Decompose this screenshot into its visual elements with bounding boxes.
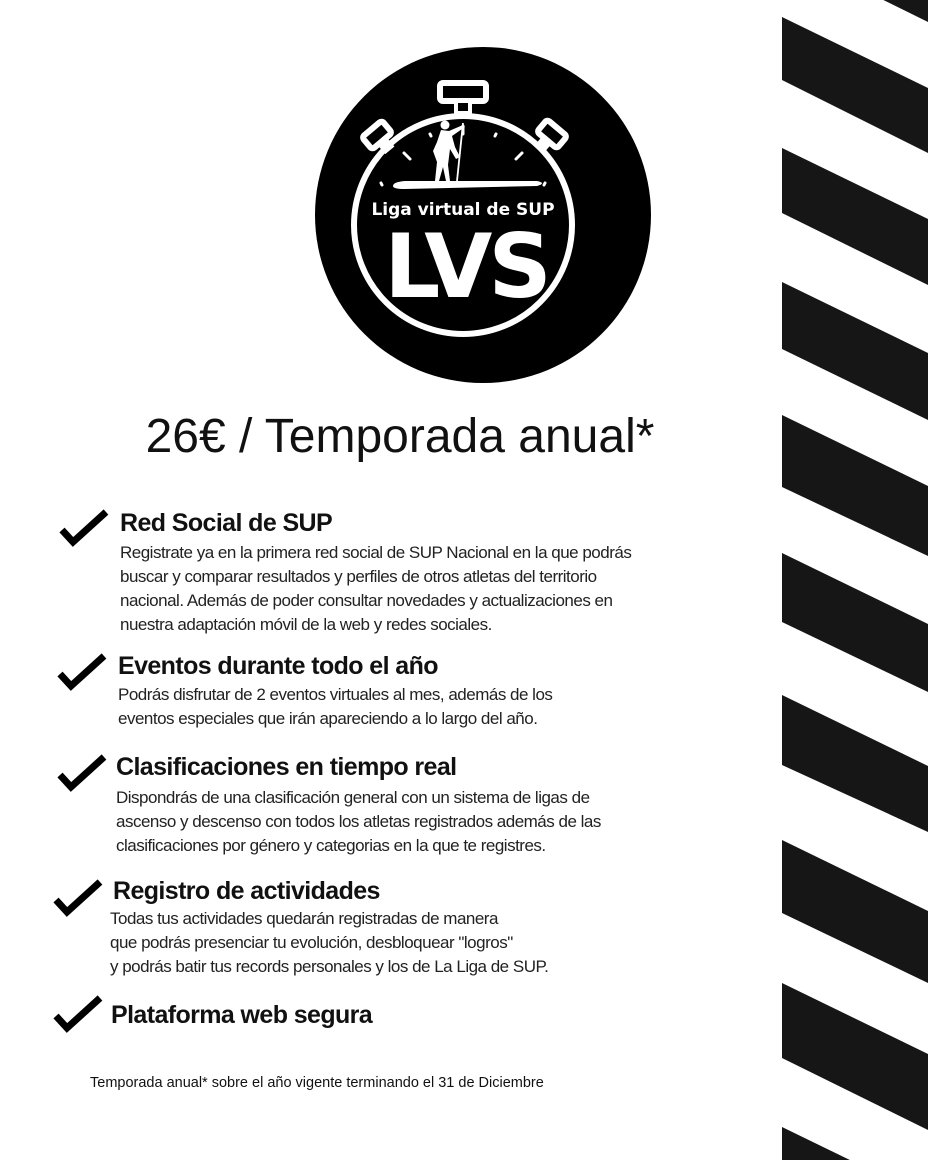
feature-description [118, 683, 552, 731]
feature-description [110, 907, 548, 979]
description-line: Registrate ya en la primera red social de SUP Nacional en la que podrás [120, 543, 632, 562]
feature-title: Registro de actividades [113, 877, 380, 905]
checkmark-icon [58, 508, 110, 548]
description-line: Dispondrás de una clasificación general con un sistema de ligas de [116, 788, 590, 807]
checkmark-icon [52, 878, 104, 918]
description-line: ascenso y descenso con todos los atletas registrados además de las [116, 812, 601, 831]
feature-title: Red Social de SUP [120, 509, 333, 537]
feature-title: Clasificaciones en tiempo real [116, 753, 457, 781]
footnote: Temporada anual* sobre el año vigente terminando el 31 de Diciembre [90, 1075, 544, 1091]
checkmark-icon [56, 652, 108, 692]
stopwatch-paddleboarder-icon [315, 47, 651, 383]
description-line: Todas tus actividades quedarán registradas de manera [110, 909, 498, 928]
description-line: nuestra adaptación móvil de la web y redes sociales. [120, 615, 492, 634]
checkmark-icon [56, 753, 108, 793]
lvs-logo [315, 47, 651, 383]
feature-description [120, 541, 631, 637]
description-line: y podrás batir tus records personales y los de La Liga de SUP. [110, 957, 549, 976]
feature-title: Eventos durante todo el año [118, 652, 438, 680]
feature-description [116, 786, 601, 858]
logo-subtitle: Liga virtual de SUP [371, 200, 555, 220]
price-heading: 26€ / Temporada anual* [145, 410, 655, 463]
description-line: buscar y comparar resultados y perfiles de otros atletas del territorio [120, 567, 597, 586]
description-line: eventos especiales que irán apareciendo a lo largo del año. [118, 709, 538, 728]
description-line: Podrás disfrutar de 2 eventos virtuales al mes, además de los [118, 685, 553, 704]
description-line: clasificaciones por género y categorias en la que te registres. [116, 836, 546, 855]
description-line: que podrás presenciar tu evolución, desbloquear "logros" [110, 933, 513, 952]
checkmark-icon [52, 994, 104, 1034]
feature-title: Plataforma web segura [111, 1001, 373, 1029]
description-line: nacional. Además de poder consultar novedades y actualizaciones en [120, 591, 613, 610]
logo-acronym: LVS [384, 215, 548, 318]
